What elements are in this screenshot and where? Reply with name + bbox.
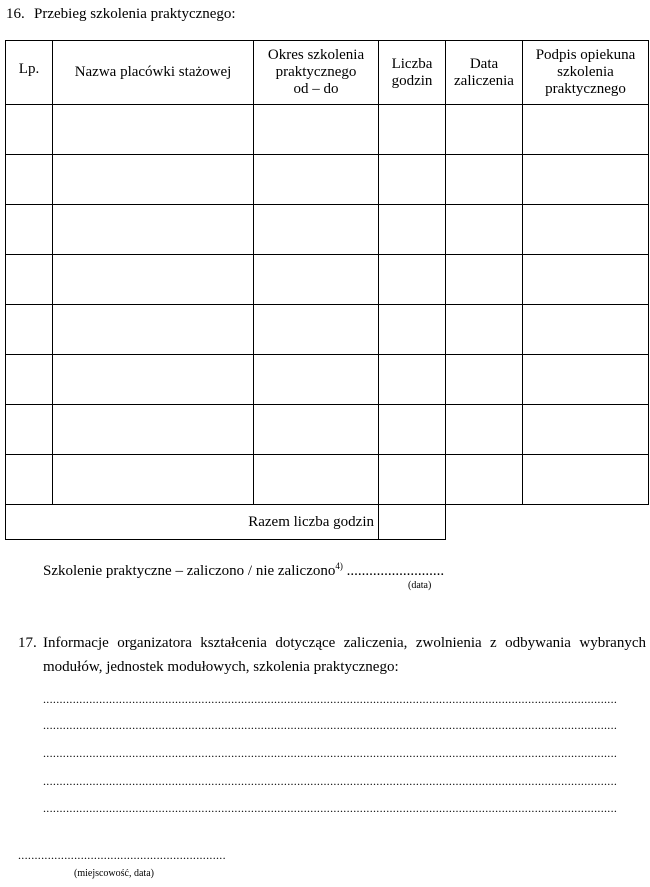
table-row: [6, 405, 649, 455]
header-okres-line-3: od – do: [293, 81, 339, 97]
header-podpis-line-2: szkolenia: [557, 64, 614, 80]
table-cell[interactable]: [53, 405, 254, 455]
table-cell[interactable]: [523, 405, 649, 455]
info-dotted-line[interactable]: ..............................................................................................................................................................................: [43, 718, 618, 732]
section-17-text: Informacje organizatora kształcenia dotyczące zaliczenia, zwolnienia z odbywania wybranych modułów, jednostek modułowych, szkolenia praktycznego:: [43, 635, 646, 675]
table-cell[interactable]: [53, 355, 254, 405]
total-hours-label: Razem liczba godzin: [6, 505, 379, 540]
place-date-caption: (miejscowość, data): [74, 868, 154, 879]
table-cell[interactable]: [523, 155, 649, 205]
total-row-blank: [446, 505, 649, 540]
table-cell[interactable]: [254, 305, 379, 355]
table-cell[interactable]: [446, 405, 523, 455]
header-placowka: Nazwa placówki stażowej: [53, 41, 254, 105]
table-cell[interactable]: [379, 355, 446, 405]
table-cell[interactable]: [6, 355, 53, 405]
table-cell[interactable]: [6, 155, 53, 205]
table-cell[interactable]: [53, 205, 254, 255]
footnote-marker: 4): [335, 561, 343, 571]
table-cell[interactable]: [379, 155, 446, 205]
header-data-line-1: Data: [469, 55, 499, 72]
practical-training-table: [5, 40, 649, 540]
table-cell[interactable]: [254, 205, 379, 255]
table-cell[interactable]: [6, 305, 53, 355]
table-cell[interactable]: [53, 155, 254, 205]
total-row: [6, 505, 649, 540]
place-date-dots[interactable]: ...............................................................: [18, 848, 226, 862]
section-16-number: 16.: [6, 6, 25, 22]
table-cell[interactable]: [379, 455, 446, 505]
header-liczba-line-1: Liczba: [391, 55, 433, 72]
table-cell[interactable]: [379, 105, 446, 155]
table-cell[interactable]: [6, 255, 53, 305]
table-cell[interactable]: [446, 305, 523, 355]
training-result-text: Szkolenie praktyczne – zaliczono / nie zaliczono: [43, 563, 336, 579]
header-okres-line-1: Okres szkolenia: [267, 47, 365, 63]
table-cell[interactable]: [446, 105, 523, 155]
header-data-line-2: zaliczenia: [454, 72, 514, 89]
section-17: [18, 631, 646, 679]
header-okres: [254, 41, 379, 105]
header-lp-label: Lp.: [18, 61, 40, 77]
table-row: [6, 105, 649, 155]
table-row: [6, 355, 649, 405]
table-cell[interactable]: [523, 205, 649, 255]
header-podpis-line-1: Podpis opiekuna: [535, 47, 636, 63]
table-cell[interactable]: [254, 105, 379, 155]
section-16-title: Przebieg szkolenia praktycznego:: [34, 6, 236, 22]
table-cell[interactable]: [446, 355, 523, 405]
table-cell[interactable]: [379, 205, 446, 255]
header-podpis-line-3: praktycznego: [545, 81, 626, 97]
info-dotted-line[interactable]: ..............................................................................................................................................................................: [43, 746, 618, 760]
table-row: [6, 305, 649, 355]
table-cell[interactable]: [523, 355, 649, 405]
header-data: [446, 41, 523, 105]
table-cell[interactable]: [254, 255, 379, 305]
table-cell[interactable]: [379, 405, 446, 455]
info-dotted-line[interactable]: ..............................................................................................................................................................................: [43, 774, 618, 788]
total-hours-value[interactable]: [379, 505, 446, 540]
table-cell[interactable]: [523, 105, 649, 155]
header-okres-line-2: praktycznego: [275, 64, 357, 80]
table-cell[interactable]: [6, 455, 53, 505]
table-cell[interactable]: [446, 205, 523, 255]
table-cell[interactable]: [446, 455, 523, 505]
header-liczba-line-2: godzin: [391, 72, 433, 89]
table-cell[interactable]: [6, 105, 53, 155]
table-cell[interactable]: [53, 105, 254, 155]
info-dotted-line[interactable]: ..............................................................................................................................................................................: [43, 801, 618, 815]
table-cell[interactable]: [53, 305, 254, 355]
table-cell[interactable]: [254, 155, 379, 205]
table-row: [6, 255, 649, 305]
table-cell[interactable]: [6, 205, 53, 255]
table-row: [6, 155, 649, 205]
table-cell[interactable]: [254, 355, 379, 405]
table-cell[interactable]: [254, 455, 379, 505]
table-cell[interactable]: [523, 305, 649, 355]
table-cell[interactable]: [53, 455, 254, 505]
info-dotted-line[interactable]: ..............................................................................................................................................................................: [43, 692, 618, 706]
table-cell[interactable]: [523, 255, 649, 305]
training-result-date-dots[interactable]: ..........................: [342, 563, 445, 579]
table-row: [6, 455, 649, 505]
table-cell[interactable]: [254, 405, 379, 455]
header-lp: [6, 41, 53, 105]
table-cell[interactable]: [379, 255, 446, 305]
training-result-line: [43, 561, 444, 580]
table-cell[interactable]: [379, 305, 446, 355]
section-17-number: 17.: [18, 635, 37, 651]
table-row: [6, 205, 649, 255]
date-caption: (data): [408, 580, 432, 591]
section-16-heading: [6, 6, 236, 23]
header-podpis: [523, 41, 649, 105]
table-cell[interactable]: [523, 455, 649, 505]
table-cell[interactable]: [53, 255, 254, 305]
table-cell[interactable]: [6, 405, 53, 455]
header-liczba: [379, 41, 446, 105]
table-cell[interactable]: [446, 155, 523, 205]
table-header-row: [6, 41, 649, 105]
table-cell[interactable]: [446, 255, 523, 305]
